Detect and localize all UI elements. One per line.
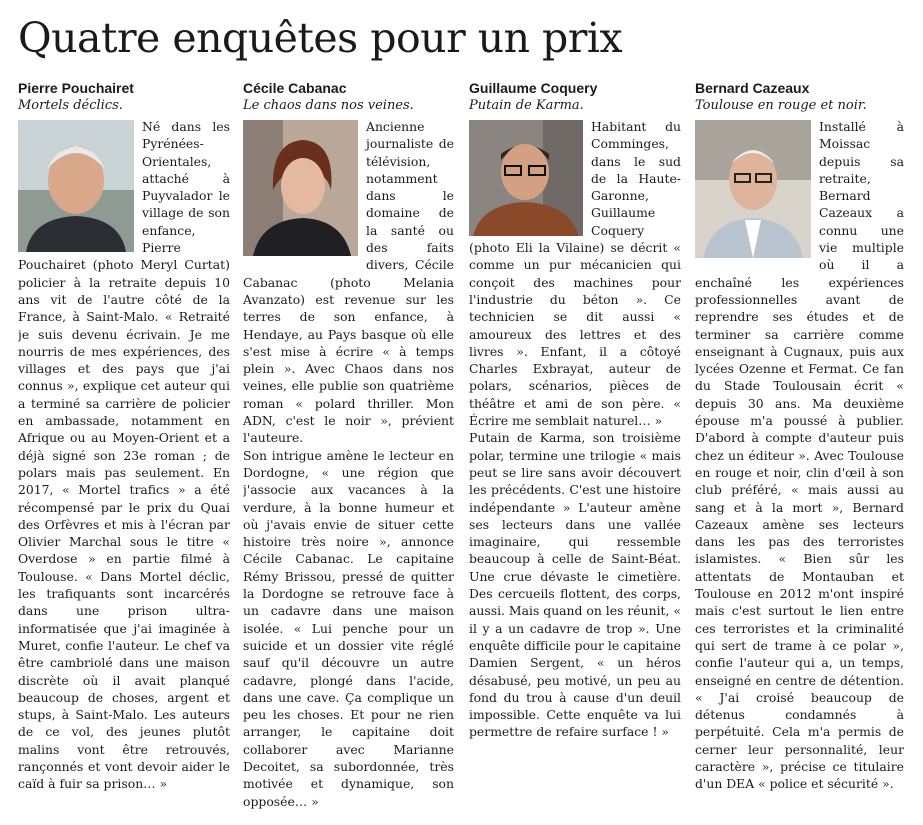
book-title: Le chaos dans nos veines. [243,98,414,113]
author-name: Cécile Cabanac [243,80,347,96]
book-title: Toulouse en rouge et noir. [695,98,867,113]
article-text [469,118,681,823]
paragraph: Son intrigue amène le lecteur en Dordogne, « une région que j'associe aux vacances à la verdure, à la bonne humeur et où j'avais envie de situer cette histoire très noire », annonce Cécile Cabanac. Le capitaine Rémy Brissou, pressé de quitter la Dordogne se retrouve face à un cadavre dans une maison isolée. « Lui penche pour un suicide et un dossier vite réglé sauf qu'il découvre un autre cadavre, plongé dans l'acide, dans une cave. Ça complique un peu les choses. Et pour ne rien arranger, le capitaine doit collaborer avec Marianne Decoitet, sa subordonnée, très motivée et dynamique, son opposée… » [243,447,454,809]
column-pouchairet [18,80,230,823]
author-name: Pierre Pouchairet [18,80,134,96]
author-photo [18,120,134,252]
author-photo [469,120,583,236]
author-name: Guillaume Coquery [469,80,598,96]
article-text [695,118,904,823]
headline: Quatre enquêtes pour un prix [18,14,623,62]
paragraph: Putain de Karma, son troisième polar, termine une trilogie « mais peut se lire sans avoir découvert les précédents. C'est une histoire indépendante » L'auteur amène ses lecteurs dans une vallée imaginaire, qui ressemble beaucoup à celle de Saint-Béat. Une crue dévaste le cimetière. Des cercueils flottent, des corps, aussi. Mais quand on les réunit, « il y a un cadavre de trop ». Une enquête difficile pour le capitaine Damien Sergent, « un héros désabusé, peu motivé, un peu au fond du trou à cause d'un deuil impossible. Cette enquête va lui permettre de refaire surface ! » [469,430,681,740]
paragraph: Habitant du Comminges, dans le sud de la Haute-Garonne, Guillaume Coquery (photo Eli la Vilaine) se décrit « comme un pur mécanicien qui conçoit des machines pour l'industrie du béton ». Ce technicien se dit aussi « amoureux des lettres et des livres ». Enfant, il a côtoyé Charles Exbrayat, auteur de polars, scénarios, pièces de théâtre et ami de son père. « Écrire me semblait naturel… » [469,119,681,429]
column-coquery [469,80,681,823]
article-text [243,118,454,823]
column-cabanac [243,80,454,823]
author-photo [243,120,358,256]
author-photo [695,120,811,258]
paragraph: Né dans les Pyrénées-Orientales, attaché à Puyvalador le village de son enfance, Pierre Pouchairet (photo Meryl Curtat) policier à la retraite depuis 10 ans vit de l'autre côté de la France, à Saint-Malo. « Retraité je suis devenu écrivain. Je me nourris de mes expériences, des villages et des pays que j'ai connus », explique cet auteur qui a terminé sa carrière de policier en ambassade, notamment en Afrique ou au Moyen-Orient et a déjà signé son 23e roman ; de polars mais pas seulement. En 2017, « Mortel trafics » a été récompensé par le prix du Quai des Orfèvres et mis à l'écran par Olivier Marchal sous le titre « Overdose » en partie filmé à Toulouse. « Dans Mortel déclic, les trafiquants sont incarcérés dans une prison ultra-informatisée que j'ai imaginée à Muret, confie l'auteur. Le chef va être cambriolé dans une maison discrète où il avait planqué beaucoup de choses, argent et stups, à Saint-Malo. Les auteurs de ce vol, des jeunes plutôt malins vont être retrouvés, rançonnés et vont devoir aider le caïd à fuir sa prison… » [18,119,230,792]
paragraph: Installé à Moissac depuis sa retraite, Bernard Cazeaux a connu une vie multiple où il a enchaîné les expériences professionnelles avant de reprendre ses études et de terminer sa carrière comme enseignant à Cugnaux, puis aux lycées Ozenne et Fermat. Ce fan du Stade Toulousain écrit « depuis 30 ans. Ma deuxième épouse m'a poussé à publier. D'abord à compte d'auteur puis chez un éditeur ». Avec Toulouse en rouge et noir, clin d'œil à son club préféré, « mais aussi au sang et à la mort », Bernard Cazeaux amène ses lecteurs dans les pas des terroristes islamistes. « Bien sûr les attentats de Montauban et Toulouse en 2012 m'ont inspiré mais c'est surtout le lien entre ces terroristes et la criminalité qui sert de trame à ce polar », confie l'auteur qui a, un temps, enseigné en centre de détention. « J'ai croisé beaucoup de détenus condamnés à perpétuité. Cela m'a permis de cerner leur personnalité, leur caractère », précise ce titulaire d'un DEA « police et sécurité ». [695,119,904,792]
author-name: Bernard Cazeaux [695,80,810,96]
column-cazeaux [695,80,904,823]
article-text [18,118,230,823]
book-title: Mortels déclics. [18,98,123,113]
book-title: Putain de Karma. [469,98,584,113]
paragraph: Ancienne journaliste de télévision, notamment dans le domaine de la santé ou des faits divers, Cécile Cabanac (photo Melania Avanzato) est revenue sur les terres de son enfance, à Hendaye, au Pays basque où elle s'est mise à écrire « à temps plein ». Avec Chaos dans nos veines, elle publie son quatrième roman « polard thriller. Mon ADN, c'est le noir », prévient l'auteure. [243,119,454,446]
